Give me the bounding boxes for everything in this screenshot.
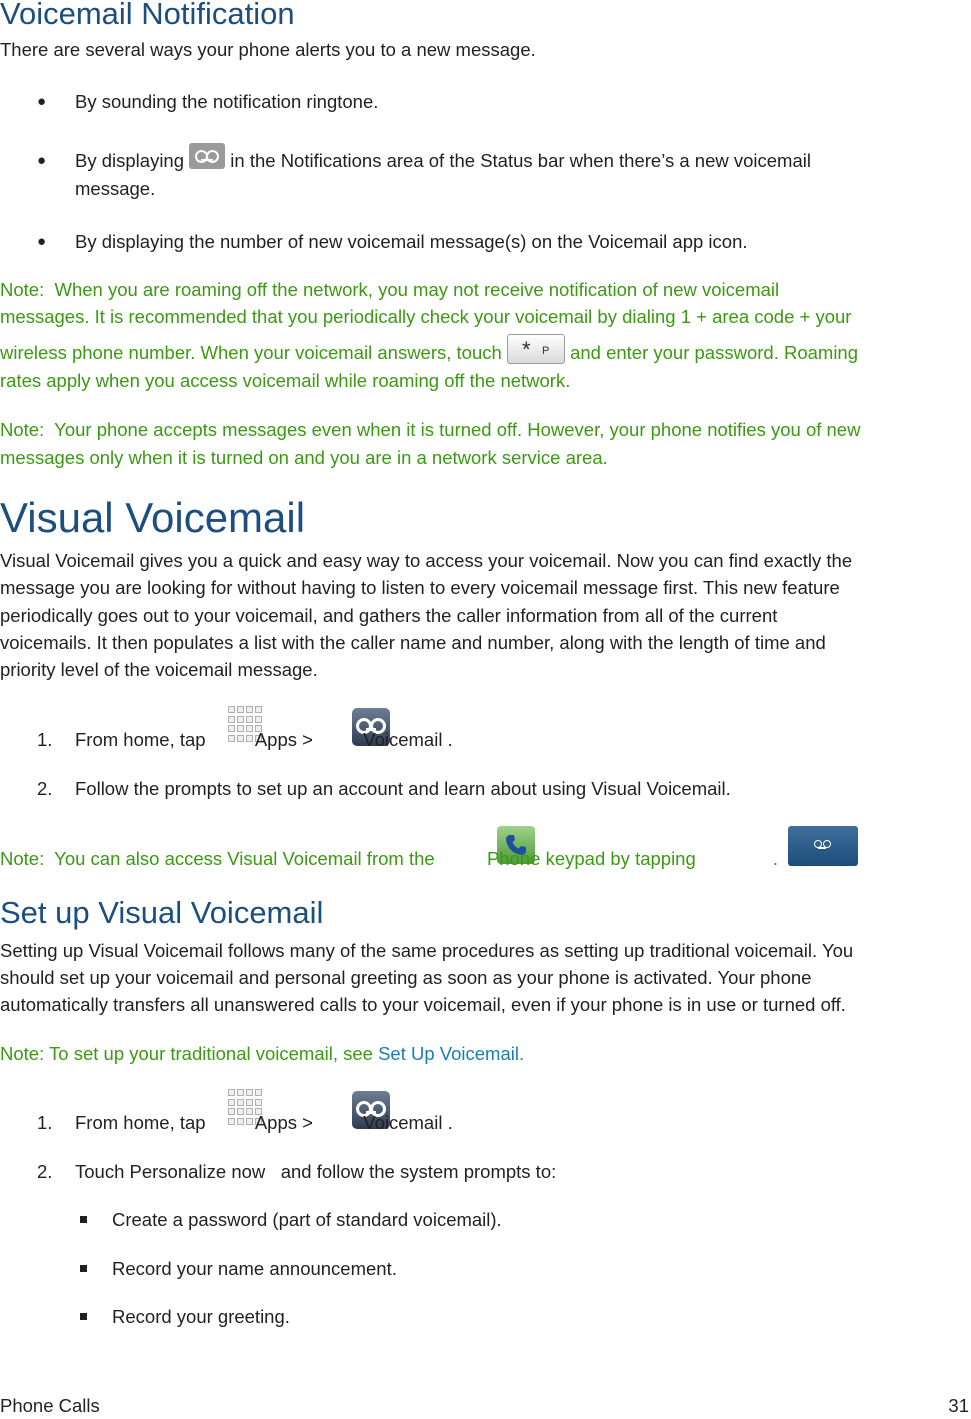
set-up-voicemail-link[interactable]: Set Up Voicemail — [378, 1043, 519, 1064]
note-line: When you are roaming off the network, you may not receive notification of new voicemail — [54, 279, 780, 300]
note-label: Note: — [0, 1043, 45, 1064]
note-line: Your phone accepts messages even when it is turned off. However, your phone notifies you of new — [54, 419, 861, 440]
sub-item-name-announcement: Record your name announcement. — [112, 1258, 397, 1279]
section-title-voicemail-notification: Voicemail Notification — [0, 0, 295, 31]
phone-label: Phone — [486, 848, 541, 869]
visual-voicemail-para-1: Visual Voicemail gives you a quick and easy way to access your voicemail. Now you can find exactly the — [0, 550, 853, 571]
bullet-text-pre: By displaying — [75, 150, 185, 171]
bullet-ringtone: By sounding the notification ringtone. — [75, 91, 379, 112]
separator: > — [302, 1112, 313, 1133]
step-number: 1. — [37, 729, 53, 750]
note-label: Note: — [0, 279, 45, 300]
sub-item-password: Create a password (part of standard voicemail). — [112, 1209, 502, 1230]
sub-bullet — [80, 1313, 87, 1320]
note-roaming-line3 — [0, 339, 858, 366]
apps-label: Apps — [254, 729, 298, 750]
note-end: . — [518, 1043, 525, 1064]
note-roaming — [0, 276, 779, 303]
sub-bullet — [80, 1265, 87, 1272]
visual-voicemail-para-4: voicemails. It then populates a list with the caller name and number, along with the length of time and — [0, 632, 826, 653]
setup-para-1: Setting up Visual Voicemail follows many of the same procedures as setting up traditional voicemail. You — [0, 940, 854, 961]
setup-para-3: automatically transfers all unanswered calls to your voicemail, even if your phone is in use or turned off. — [0, 994, 846, 1015]
sub-bullet — [80, 1216, 87, 1223]
note-line: and enter your password. Roaming — [570, 342, 859, 363]
bullet-dot: ● — [37, 233, 47, 250]
note-text: To set up your traditional voicemail, see — [49, 1043, 373, 1064]
step-number: 1. — [37, 1112, 53, 1133]
step-text: From home, tap — [75, 729, 206, 750]
note-roaming-line4: rates apply when you access voicemail while roaming off the network. — [0, 370, 571, 391]
bullet-dot: ● — [37, 152, 47, 169]
step-2-text: Follow the prompts to set up an account and learn about using Visual Voicemail. — [75, 778, 731, 799]
apps-label: Apps — [254, 1112, 298, 1133]
note-line: wireless phone number. When your voicemail answers, touch — [0, 342, 502, 363]
note-end: . — [772, 848, 779, 869]
step-number: 2. — [37, 1161, 53, 1182]
note-roaming-line2: messages. It is recommended that you periodically check your voicemail by dialing 1 + area code + your — [0, 306, 852, 327]
intro-text: There are several ways your phone alerts you to a new message. — [0, 39, 536, 60]
setup-para-2: should set up your voicemail and personal greeting as soon as your phone is activated. Your phone — [0, 967, 812, 988]
bullet-dot: ● — [37, 93, 47, 110]
sub-item-greeting: Record your greeting. — [112, 1306, 290, 1327]
note-phone-off-line2: messages only when it is turned on and you are in a network service area. — [0, 447, 608, 468]
personalize-now-label: Personalize now — [129, 1161, 266, 1182]
step-number: 2. — [37, 778, 53, 799]
setup-step-2-text — [75, 1158, 556, 1185]
note-phone-off — [0, 416, 860, 443]
bullet-app-icon-count: By displaying the number of new voicemail message(s) on the Voicemail app icon. — [75, 231, 748, 252]
step-end: . — [447, 729, 453, 750]
voicemail-notification-icon — [189, 143, 225, 169]
step-1-text — [75, 726, 453, 753]
voicemail-label: Voicemail — [363, 729, 443, 750]
voicemail-key-icon — [788, 826, 858, 866]
star-key-icon: * P — [507, 334, 565, 364]
step-text: From home, tap — [75, 1112, 206, 1133]
section-title-set-up-visual-voicemail: Set up Visual Voicemail — [0, 895, 324, 930]
bullet-display-icon-line2: message. — [75, 178, 156, 199]
section-title-visual-voicemail: Visual Voicemail — [0, 494, 306, 541]
step-text: Touch — [75, 1161, 125, 1182]
bullet-text-post: in the Notifications area of the Status bar when there’s a new voicemail — [230, 150, 811, 171]
separator: > — [302, 729, 313, 750]
bullet-display-icon — [75, 147, 811, 174]
visual-voicemail-para-2: message you are looking for without having to listen to every voicemail message first. This new feature — [0, 577, 840, 598]
note-visual-voicemail-phone — [0, 845, 778, 872]
footer-chapter: Phone Calls — [0, 1395, 100, 1416]
visual-voicemail-para-3: periodically goes out to your voicemail, and gathers the caller information from all of the current — [0, 605, 778, 626]
footer-page-number: 31 — [948, 1395, 969, 1416]
step-text: and follow the system prompts to: — [280, 1161, 557, 1182]
setup-step-1-text — [75, 1109, 453, 1136]
note-text: You can also access Visual Voicemail from the — [54, 848, 435, 869]
note-traditional-voicemail — [0, 1040, 524, 1067]
note-label: Note: — [0, 848, 45, 869]
note-text: keypad by tapping — [545, 848, 696, 869]
step-end: . — [447, 1112, 453, 1133]
visual-voicemail-para-5: priority level of the voicemail message. — [0, 659, 318, 680]
note-label: Note: — [0, 419, 45, 440]
voicemail-label: Voicemail — [363, 1112, 443, 1133]
